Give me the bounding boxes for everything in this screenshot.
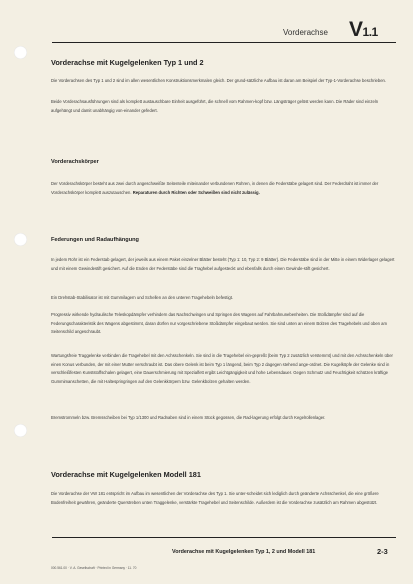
footer-title: Vorderachse mit Kugelgelenken Typ 1, 2 und Modell 181 xyxy=(172,549,316,555)
paragraph: Beide Vorderachsausführungen sind als komplett austauschbare Einheit ausgeführt, die schnell vom Rahmen-kopf bzw. Längsträger gelöst werden kann. Die Räder sind einzeln aufgehängt und damit unabhängig von-einander gefedert. xyxy=(51,99,379,113)
paragraph: Wartungsfreie Traggelenke verbinden die Tragehebel mit den Achsschenkeln. Sie sind in die Tragehebel ein-gepreßt (beim Typ 2 zusätzlich verstemmt) und mit den Achsschenkeln über einen Konus verbunden, der mit einer Mutter verschraubt ist. Das obere Gelenk ist beim Typ 1 längend, beim Typ 2 dagegen stehend ange-ordnet. Die Kugelköpfe der Gelenke sind in verschleißfesten Kunststoffschalen gelagert, eine Dauerschmierung mit Spezialfett ergibt Leichtgängigkeit und hohe Lebensdauer. Gegen Schmutz und Feuchtigkeit schützen kräftige Gummimanschetten, die mit Haltespringringen auf den Gelenkkörpern bzw. Gelenkbolzen gehalten werden. xyxy=(51,353,393,384)
footer-rule xyxy=(52,537,396,538)
paragraph-emphasis: Reparaturen durch Richten oder Schweißen sind nicht zulässig. xyxy=(132,189,260,195)
punch-hole-bottom xyxy=(14,424,27,437)
punch-hole-top xyxy=(14,46,27,59)
header-section-code xyxy=(349,18,378,42)
paragraph: Ein Drehstab-Stabilisator ist mit Gummilagern und Schellen an den unteren Tragehebeln befestigt. xyxy=(51,295,234,300)
section-heading: Vorderachse mit Kugelgelenken Typ 1 und 2 xyxy=(51,58,204,67)
paragraph: Bremstrommeln bzw. Bremsscheiben bei Typ 1/1300 und Radnaben sind in einem Stück gegossen, die Rad-lagerung erfolgt durch Kegelrollenlager. xyxy=(51,415,326,420)
paragraph: Progressiv wirkende hydraulische Teleskopdämpfer verhindern das Nachschwingen und Springen des Wagens auf Fahrbahnunebenheiten. Die Stoßdämpfer sind auf die Federungscharakteristik des Wagens abgestimmt, daran dürfen nur vorgeschriebene Stoßdämpfer eingebaut werden. Sie sind unten an einem Bolzen des Tragehebels und oben am Seitenschild angeschraubt. xyxy=(51,312,387,335)
page-number: 2-3 xyxy=(377,547,388,556)
section-heading: Federungen und Radaufhängung xyxy=(51,237,139,243)
paragraph: In jedem Rohr ist ein Federstab gelagert, der jeweils aus einem Paket einzelner Blätter besteht (Typ 1: 10, Typ 2: 9 Blätter). Die Federstäbe sind in der Mitte in einem Widerlager gelagert und mit einem Gewindestift gesichert. Auf die Enden der Federstäbe sind die Traghebel aufgesteckt und ebenfalls durch einen Gewinde-stift gesichert. xyxy=(51,257,395,271)
paragraph: Die Vorderachse der VW 181 entspricht im Aufbau im wesentlichen der Vorderachse des Typ 1. Sie unter-scheidet sich lediglich durch geänderte Achsschenkel, die eine größere Bodenfreiheit gewähren, geänderte Querstreben unten Traggelenke, verstärkte Tragehebel und Seitenschilde. Außerdem ist die Vorderachse zusätzlich am Rahmen abgestützt. xyxy=(51,491,379,505)
punch-hole-middle xyxy=(14,233,27,246)
section-heading: Vorderachskörper xyxy=(51,159,99,165)
paragraph-text: Der Vorderachskörper besteht aus zwei durch angeschweißte Seitenteile miteinander verbundenen Rohren, in denen die Federstäbe gelagert sind. Der Federdraht ist immer der Vorderachskörper komplett auszutauschen. xyxy=(51,181,379,195)
header-code-main: V xyxy=(349,18,363,41)
print-imprint: 000.561.00 · V. A. Gesellschaft · Printed in Germany · 11. 70 xyxy=(51,566,137,570)
paragraph xyxy=(51,180,396,197)
header-rule xyxy=(52,42,396,43)
header-section-title: Vorderachse xyxy=(283,28,328,37)
paragraph: Die Vorderachsen des Typ 1 und 2 sind im allen wesentlichen Konstruktionsmerkmalen gleich. Der grund-sätzliche Aufbau ist daran am Beispiel der Typ-1-Vorderachse beschrieben. xyxy=(51,78,387,83)
header-code-sub: 1.1 xyxy=(362,25,378,39)
section-heading: Vorderachse mit Kugelgelenken Modell 181 xyxy=(51,470,201,479)
